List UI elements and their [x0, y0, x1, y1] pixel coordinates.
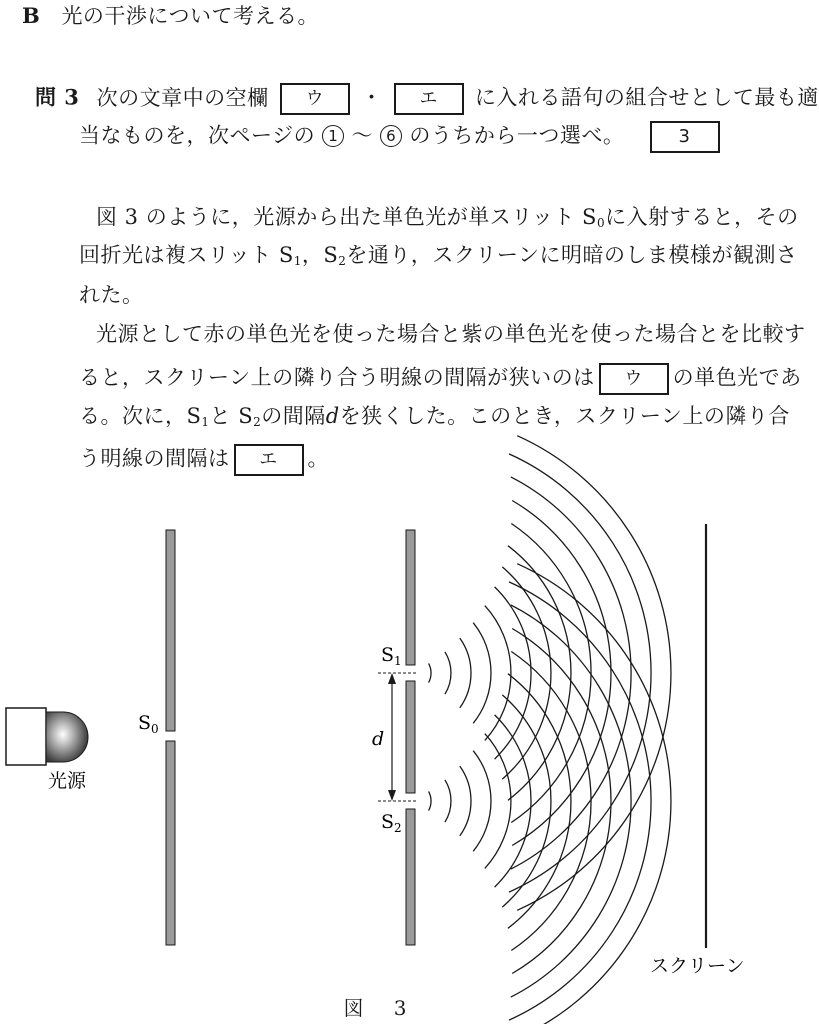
- wavefront-arc: [429, 663, 431, 682]
- blank-u: ウ: [280, 83, 350, 115]
- wavefront-arc: [473, 623, 491, 724]
- passage-line: ると，スクリーン上の隣り合う明線の間隔が狭いのは ウ の単色光であ: [79, 363, 802, 395]
- s1-label: $S_1$: [381, 644, 402, 668]
- tilde: ～: [351, 123, 373, 148]
- interference-figure: [0, 500, 762, 990]
- screen-label: スクリーン: [650, 955, 745, 977]
- passage-line: る。次に，$S_1$と $S_2$の間隔dを狭くした。このとき，スクリーン上の隣り合: [79, 404, 790, 429]
- choice-last-circle: 6: [380, 125, 402, 147]
- question-text: のうちから一つ選べ。: [409, 123, 625, 148]
- wavefront-arc: [508, 674, 571, 929]
- wavefront-arc: [502, 695, 551, 907]
- wavefront-arc: [502, 567, 551, 779]
- section-title: 光の干渉について考える。: [61, 4, 320, 28]
- blank-e: エ: [394, 83, 464, 115]
- wavefronts: [429, 436, 671, 1024]
- question-line-1: [35, 83, 819, 115]
- wavefront-arc: [485, 606, 511, 741]
- question-line-2: [79, 121, 724, 153]
- question-text: 当なものを，次ページの: [79, 123, 316, 148]
- figure-caption: 図 3: [343, 996, 419, 1020]
- wavefront-arc: [508, 546, 571, 801]
- passage-line: う明線の間隔は エ 。: [79, 444, 329, 476]
- section-letter: B: [22, 3, 41, 28]
- s0-label: $S_0$: [138, 712, 159, 736]
- separation-arrow: [388, 673, 396, 801]
- section-header: [22, 2, 319, 30]
- wavefront-arc: [445, 652, 451, 694]
- passage-line: 回折光は複スリット $S_1$，$S_2$を通り，スクリーンに明暗のしま模様が観測さ: [79, 243, 798, 268]
- question-number: 問 3: [35, 84, 80, 110]
- answer-box[interactable]: 3: [650, 121, 720, 153]
- wavefront-arc: [512, 501, 611, 846]
- wavefront-arc: [512, 629, 611, 974]
- wavefront-arc: [485, 734, 511, 869]
- wavefront-arc: [460, 766, 471, 836]
- passage-line: 図 3 のように，光源から出た単色光が単スリット $S_0$に入射すると，その: [96, 205, 799, 230]
- double-slit-barrier: [406, 530, 415, 945]
- blank-e-inline: エ: [234, 444, 304, 476]
- wavefront-arc: [460, 638, 471, 708]
- d-label: d: [372, 728, 385, 750]
- blank-u-inline: ウ: [599, 363, 669, 395]
- question-text: 次の文章中の空欄: [96, 85, 269, 110]
- passage-line: 光源として赤の単色光を使った場合と紫の単色光を使った場合とを比較す: [96, 322, 806, 346]
- passage-line: れた。: [79, 283, 144, 307]
- light-source-label: 光源: [48, 770, 87, 792]
- choice-first-circle: 1: [322, 125, 344, 147]
- wavefront-arc: [445, 780, 451, 822]
- separator-dot: ・: [361, 85, 383, 110]
- single-slit-barrier: [166, 530, 175, 945]
- wavefront-arc: [473, 751, 491, 852]
- light-source-icon: [6, 708, 88, 765]
- wavefront-arc: [429, 791, 431, 810]
- question-text: に入れる語句の組合せとして最も適: [474, 85, 819, 110]
- s2-label: $S_2$: [381, 811, 402, 835]
